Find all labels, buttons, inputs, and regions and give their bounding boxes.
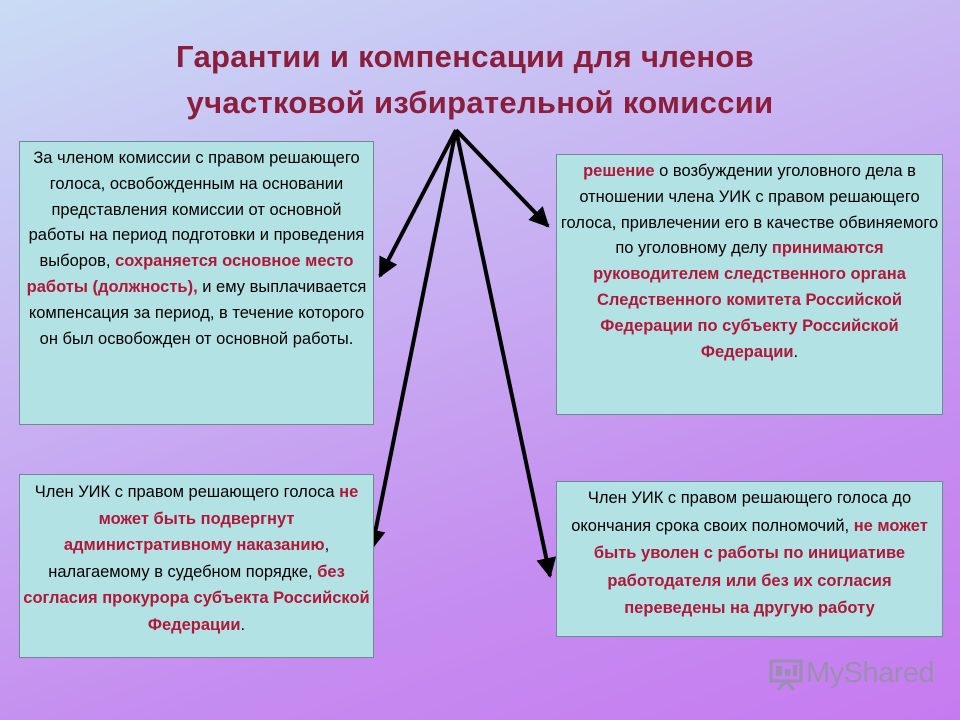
box-bl-highlight-2: без согласия прокурора субъекта Российской Федерации bbox=[23, 562, 370, 634]
box-tl-text-1: За членом комиссии с правом решающего голоса, освобожденным на основании представления комиссии от основной работы на период подготовки и проведения выборов, bbox=[28, 149, 365, 271]
presentation-board-icon bbox=[768, 656, 804, 692]
box-bl-text-1: Член УИК с правом решающего голоса bbox=[34, 483, 340, 501]
box-dismissal-guarantee bbox=[556, 481, 943, 637]
arrow-bottom-left bbox=[372, 130, 456, 548]
box-workplace-guarantee bbox=[19, 141, 374, 425]
arrow-top-right bbox=[456, 130, 548, 226]
title-line-1: Гарантии и компенсации для членов bbox=[176, 39, 754, 74]
box-bl-text-2: , налагаемому в судебном порядке, bbox=[48, 536, 330, 581]
box-br-highlight: не может быть уволен с работы по инициативе работодателя или без их согласия переведены на другую работу bbox=[593, 516, 928, 617]
box-administrative-guarantee bbox=[19, 474, 374, 658]
box-criminal-case-guarantee bbox=[556, 154, 943, 415]
box-tl-highlight: сохраняется основное место работы (должность), bbox=[26, 252, 354, 296]
box-tr-text-2: . bbox=[793, 342, 799, 361]
arrow-bottom-right bbox=[456, 130, 550, 576]
box-br-text-1: Член УИК с правом решающего голоса до окончания срока своих полномочий, bbox=[571, 489, 912, 535]
watermark-logo: MyShared bbox=[806, 657, 935, 689]
box-bl-highlight-1: не может быть подвергнут административному наказанию bbox=[63, 483, 359, 554]
arrow-top-left bbox=[380, 130, 456, 276]
box-tr-text-1: о возбуждении уголовного дела в отношении члена УИК с правом решающего голоса, привлечении его в качестве обвиняемого по уголовному делу bbox=[560, 162, 939, 258]
box-bl-text-3: . bbox=[240, 615, 246, 634]
box-tr-highlight-2: принимаются руководителем следственного органа Следственного комитета Российской Федерации по субъекту Российской Федерации bbox=[593, 239, 906, 361]
title-line-2: участковой избирательной комиссии bbox=[186, 85, 774, 120]
box-tr-highlight-1: решение bbox=[583, 162, 655, 180]
box-tl-text-2: и ему выплачивается компенсация за период, в течение которого он был освобожден от основной работы. bbox=[28, 277, 367, 348]
